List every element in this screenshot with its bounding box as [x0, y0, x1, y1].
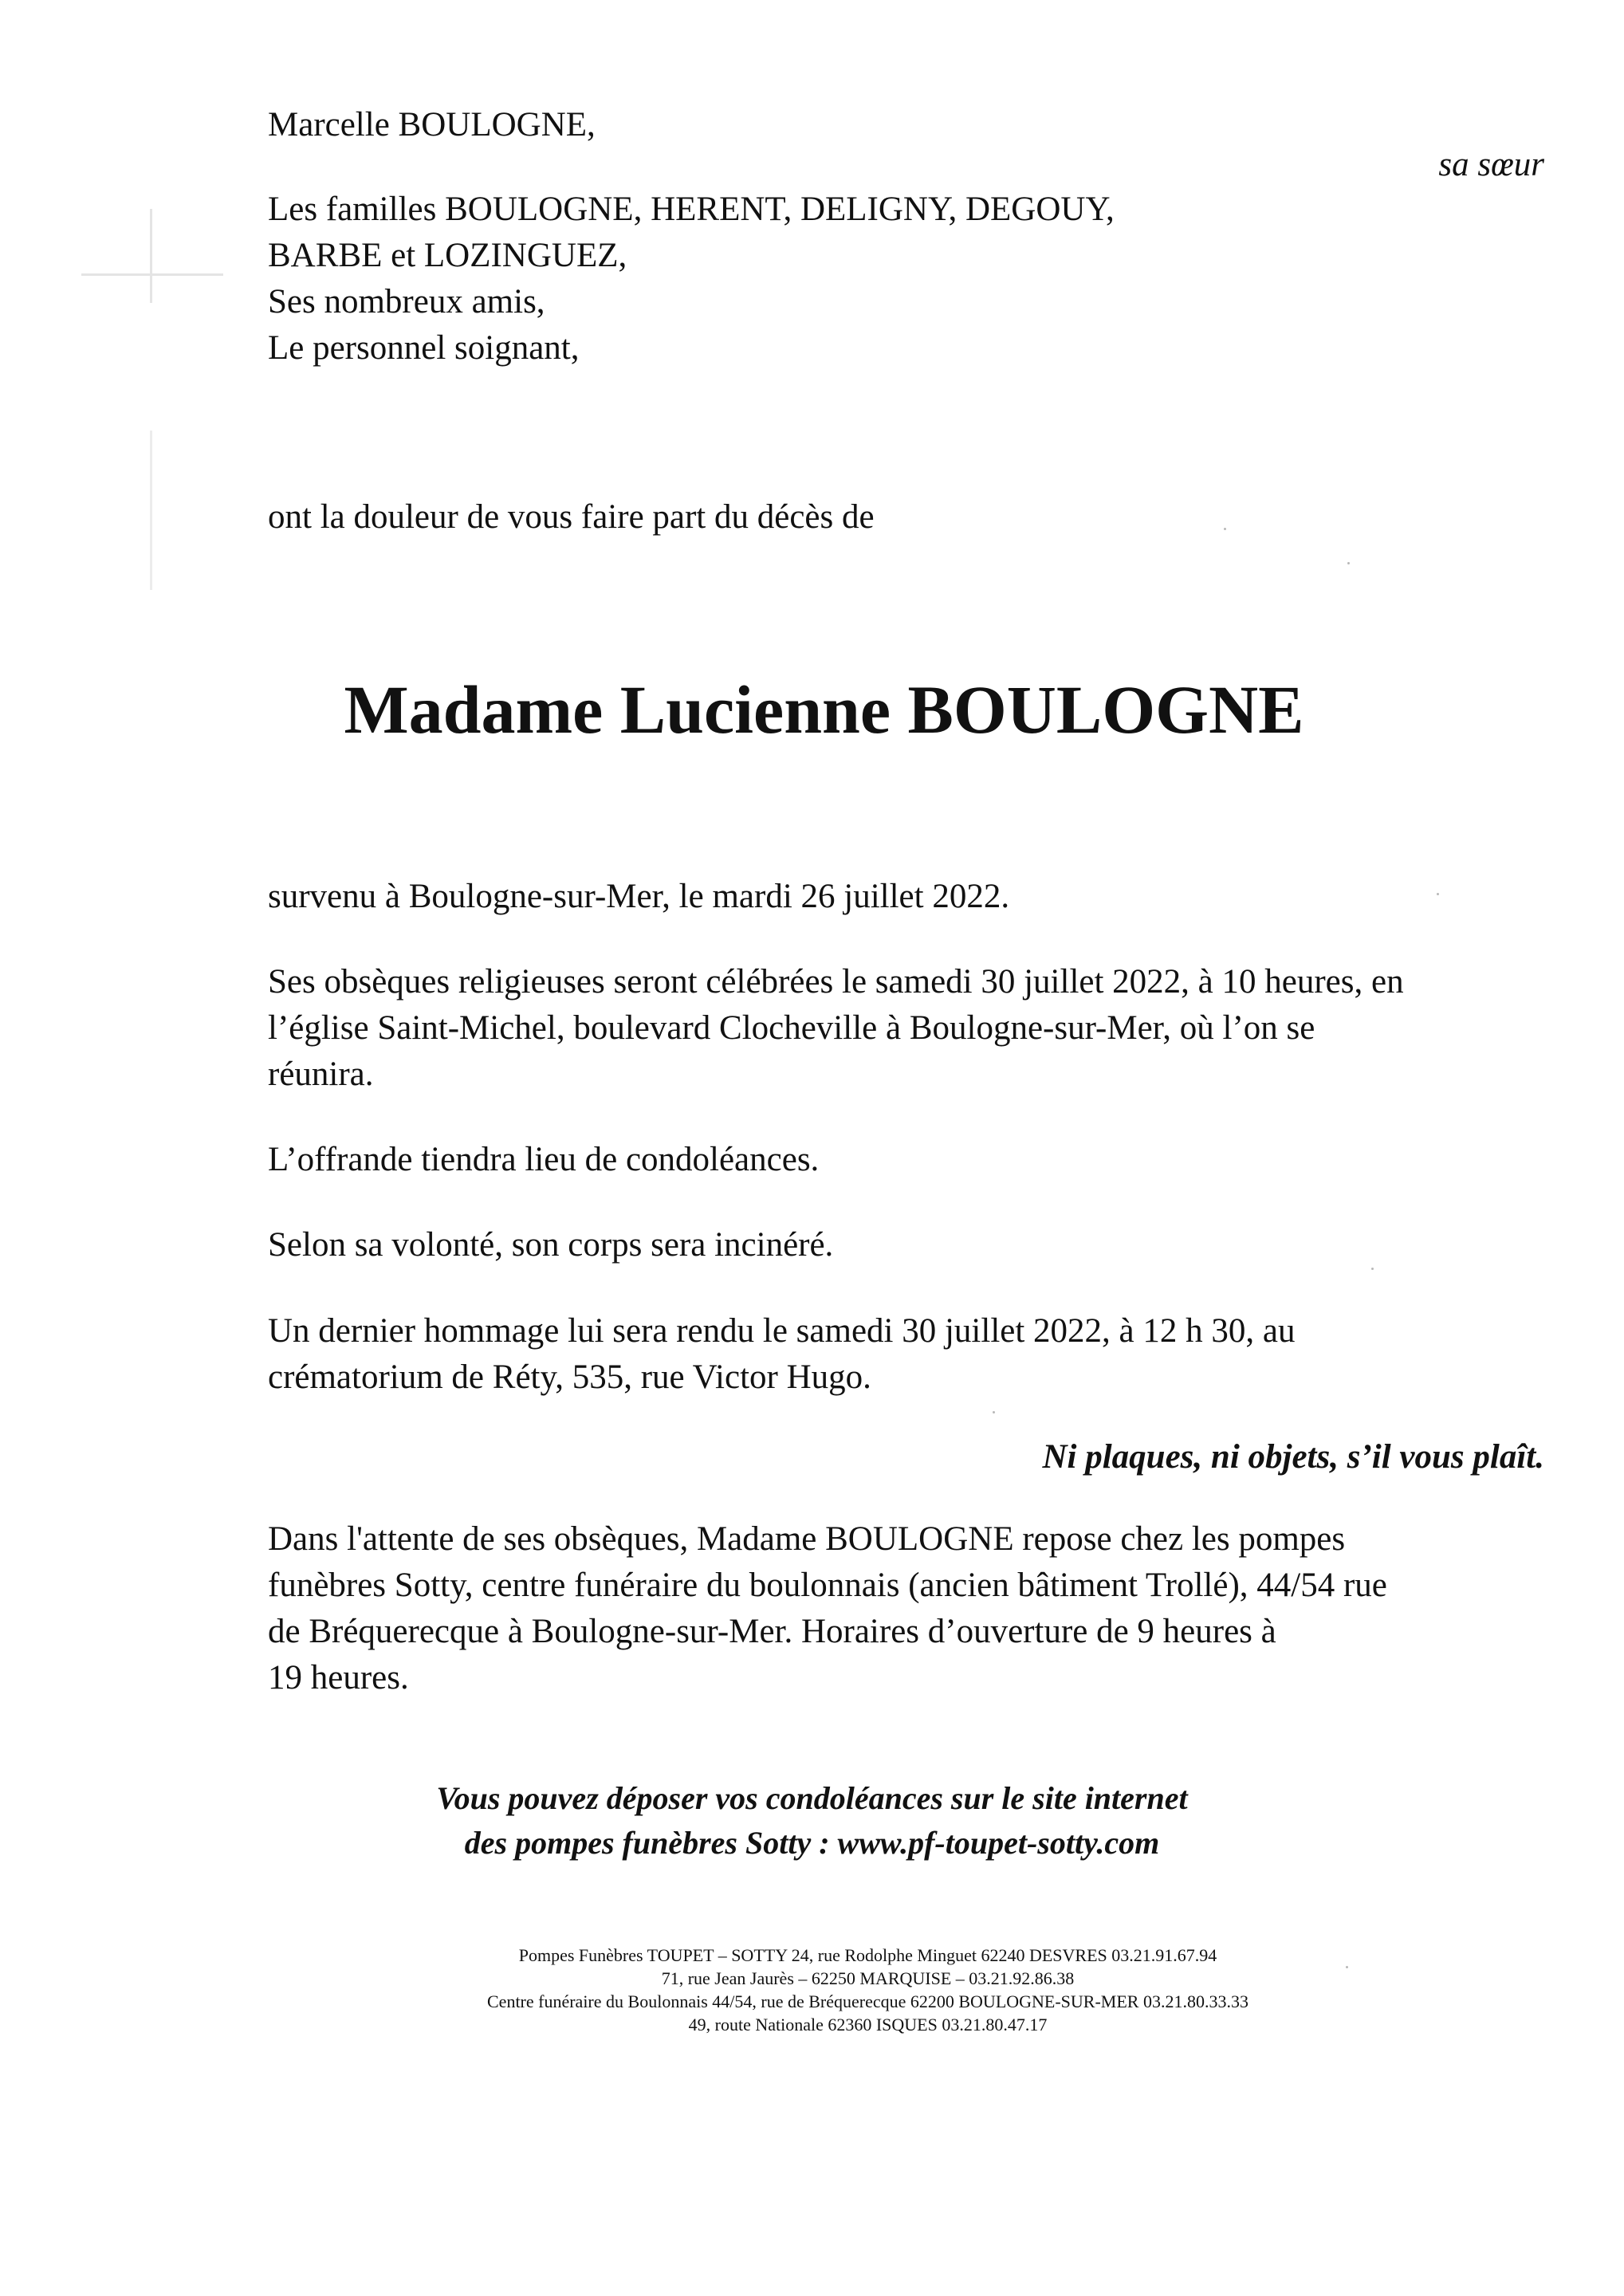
funeral-line-2: l’église Saint-Michel, boulevard Clocheville à Boulogne-sur-Mer, où l’on se [268, 1009, 1315, 1047]
rest-line-1: Dans l'attente de ses obsèques, Madame BOULOGNE repose chez les pompes [268, 1520, 1346, 1558]
announcement-line: ont la douleur de vous faire part du décès de [268, 498, 875, 536]
cross-watermark-stem [150, 431, 152, 590]
scan-speck [1224, 528, 1226, 530]
footer-line-2: 71, rue Jean Jaurès – 62250 MARQUISE – 03.21.92.86.38 [661, 1968, 1075, 1988]
deceased-name: Madame Lucienne BOULOGNE [344, 671, 1304, 748]
scan-speck [1371, 1268, 1374, 1270]
death-info: survenu à Boulogne-sur-Mer, le mardi 26 juillet 2022. [268, 878, 1010, 915]
friends-line: Ses nombreux amis, [268, 283, 545, 320]
condolences-line-1: Vous pouvez déposer vos condoléances sur le site internet [436, 1780, 1188, 1816]
cremation-line: Selon sa volonté, son corps sera incinéré. [268, 1226, 834, 1264]
families-line-1: Les familles BOULOGNE, HERENT, DELIGNY, DEGOUY, [268, 191, 1115, 228]
staff-line: Le personnel soignant, [268, 329, 580, 367]
scan-speck [1437, 893, 1439, 895]
rest-line-4: 19 heures. [268, 1659, 409, 1696]
funeral-home-footer [0, 1944, 1624, 2036]
rest-line-2: funèbres Sotty, centre funéraire du boulonnais (ancien bâtiment Trollé), 44/54 rue [268, 1567, 1387, 1604]
cross-watermark-vertical [150, 209, 152, 303]
condolences-line-2: des pompes funèbres Sotty : www.pf-toupet-sotty.com [464, 1825, 1160, 1861]
footer-line-4: 49, route Nationale 62360 ISQUES 03.21.80.47.17 [688, 2015, 1048, 2035]
cross-watermark-horizontal [81, 273, 223, 276]
relation-label: sa sœur [1438, 146, 1544, 183]
funeral-line-3: réunira. [268, 1056, 374, 1093]
footer-line-3: Centre funéraire du Boulonnais 44/54, rue de Bréquerecque 62200 BOULOGNE-SUR-MER 03.21.80.33.33 [487, 1991, 1248, 2011]
tribute-line-1: Un dernier hommage lui sera rendu le samedi 30 juillet 2022, à 12 h 30, au [268, 1312, 1296, 1350]
no-flowers-note: Ni plaques, ni objets, s’il vous plaît. [1042, 1438, 1544, 1476]
offering-line: L’offrande tiendra lieu de condoléances. [268, 1141, 820, 1178]
families-line-2: BARBE et LOZINGUEZ, [268, 237, 627, 274]
tribute-line-2: crématorium de Réty, 535, rue Victor Hugo. [268, 1358, 871, 1396]
sister-name: Marcelle BOULOGNE, [268, 106, 596, 144]
rest-line-3: de Bréquerecque à Boulogne-sur-Mer. Horaires d’ouverture de 9 heures à [268, 1613, 1276, 1650]
scan-speck [1347, 562, 1350, 564]
footer-line-1: Pompes Funèbres TOUPET – SOTTY 24, rue Rodolphe Minguet 62240 DESVRES 03.21.91.67.94 [518, 1945, 1217, 1965]
scan-speck [993, 1411, 995, 1413]
funeral-line-1: Ses obsèques religieuses seront célébrées le samedi 30 juillet 2022, à 10 heures, en [268, 963, 1404, 1001]
